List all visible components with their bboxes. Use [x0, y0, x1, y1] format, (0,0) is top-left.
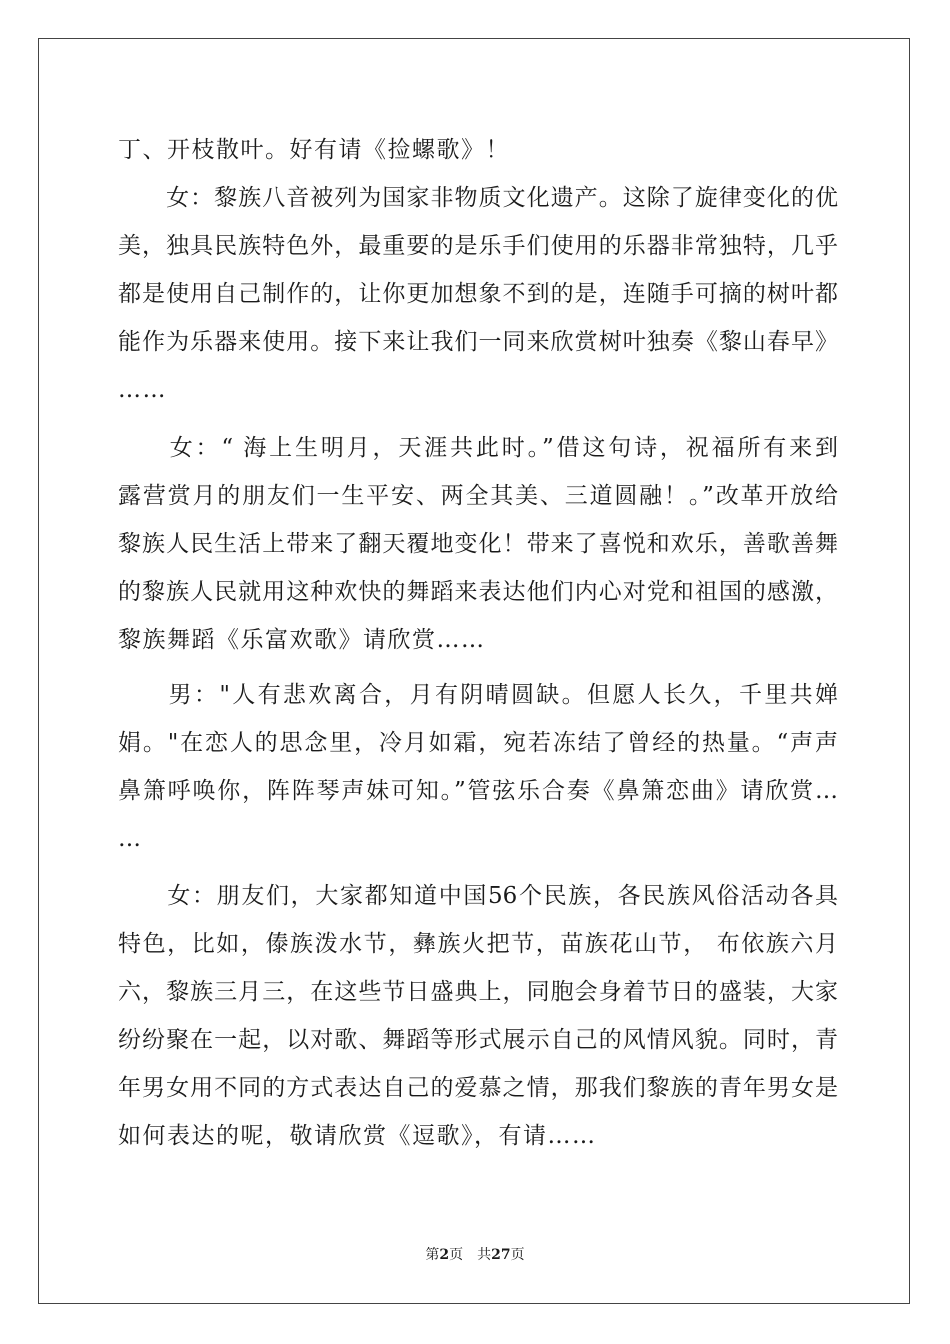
text-line: 丁、开枝散叶。好有请《捡螺歌》！	[118, 137, 510, 163]
text-line: 女：黎族八音被列为国家非物质文化遗产。这除了旋律变化的优	[118, 185, 838, 211]
text-line: 纷纷聚在一起，以对歌、舞蹈等形式展示自己的风情风貌。同时，青	[118, 1027, 838, 1053]
text-line: 特色，比如，傣族泼水节，彝族火把节，苗族花山节， 布依族六月	[118, 931, 838, 957]
total-prefix: 共	[477, 1247, 492, 1263]
text-line: 六，黎族三月三，在这些节日盛典上，同胞会身着节日的盛装，大家	[118, 979, 838, 1005]
text-line: 男："人有悲欢离合，月有阴晴圆缺。但愿人长久，千里共婵	[118, 682, 838, 708]
text-line: ……	[118, 377, 167, 403]
text-line: 都是使用自己制作的，让你更加想象不到的是，连随手可摘的树叶都	[118, 281, 838, 307]
text-line: 如何表达的呢，敬请欣赏《逗歌》，有请……	[118, 1123, 597, 1149]
text-line: 女：朋友们，大家都知道中国56个民族，各民族风俗活动各具	[118, 883, 838, 909]
page-footer	[0, 1246, 950, 1264]
text-line: 年男女用不同的方式表达自己的爱慕之情，那我们黎族的青年男女是	[118, 1075, 838, 1101]
total-pages: 27	[491, 1247, 511, 1263]
page-number: 2	[439, 1247, 450, 1263]
text-line: 美，独具民族特色外，最重要的是乐手们使用的乐器非常独特，几乎	[118, 233, 838, 259]
text-line: 女：“ 海上生明月，天涯共此时。”借这句诗，祝福所有来到	[118, 435, 838, 461]
text-line: 鼻箫呼唤你，阵阵琴声妹可知。”管弦乐合奏《鼻箫恋曲》请欣赏…	[118, 778, 838, 804]
page-prefix: 第	[425, 1247, 440, 1263]
text-line: 的黎族人民就用这种欢快的舞蹈来表达他们内心对党和祖国的感激，	[118, 579, 838, 605]
page-border	[38, 38, 910, 1304]
text-line: 黎族舞蹈《乐富欢歌》请欣赏……	[118, 627, 486, 653]
text-line: 黎族人民生活上带来了翻天覆地变化！带来了喜悦和欢乐，善歌善舞	[118, 531, 838, 557]
text-line: 能作为乐器来使用。接下来让我们一同来欣赏树叶独奏《黎山春早》	[118, 329, 838, 355]
text-line: 娟。"在恋人的思念里，冷月如霜，宛若冻结了曾经的热量。“声声	[118, 730, 838, 756]
text-line: …	[118, 826, 143, 852]
total-suffix: 页	[510, 1247, 525, 1263]
page-suffix: 页	[449, 1247, 464, 1263]
text-line: 露营赏月的朋友们一生平安、两全其美、三道圆融！。”改革开放给	[118, 483, 838, 509]
